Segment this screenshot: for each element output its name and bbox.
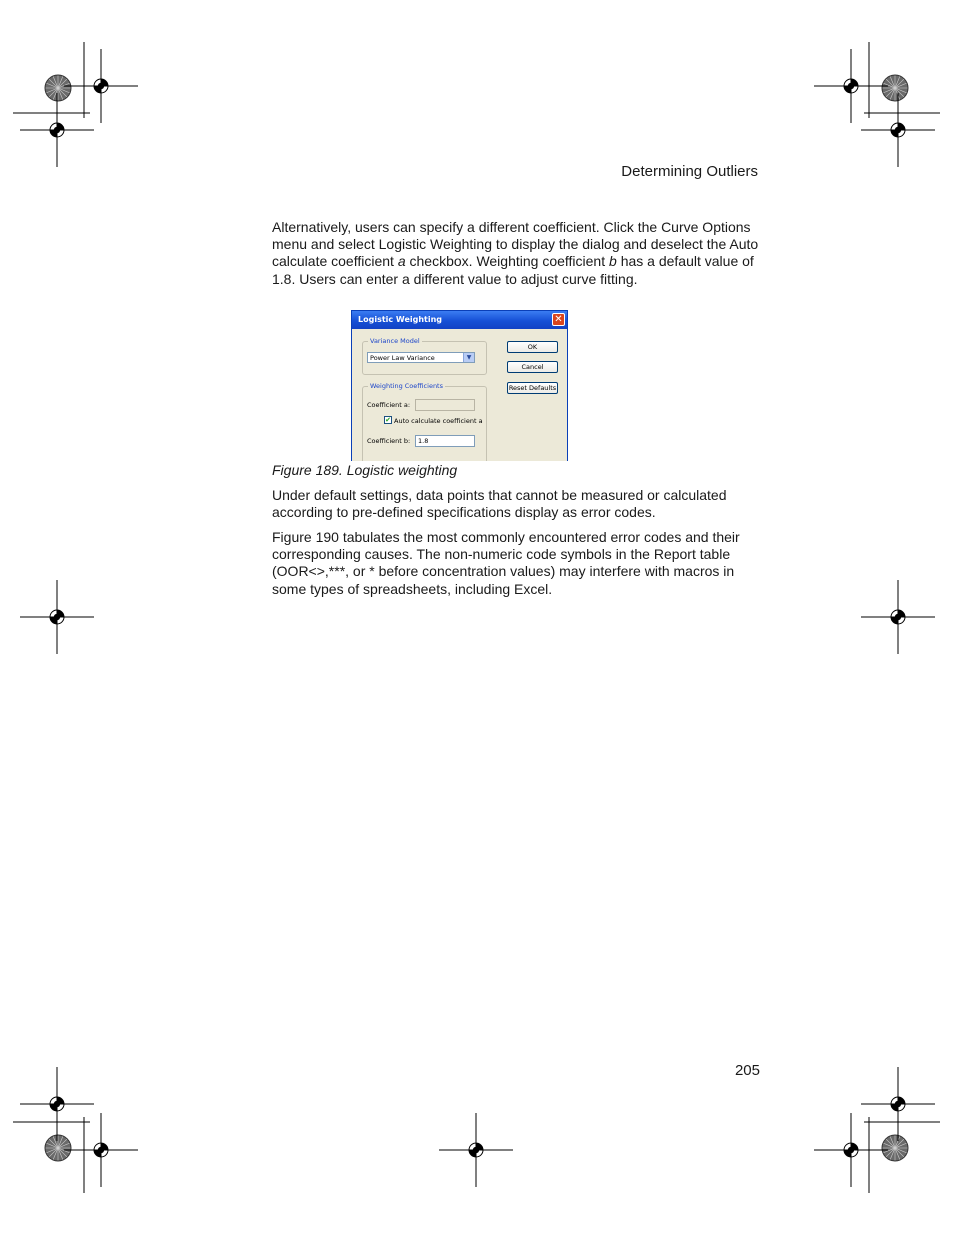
logistic-weighting-dialog bbox=[351, 310, 568, 461]
italic-a: a bbox=[397, 253, 406, 270]
variance-model-group bbox=[362, 337, 487, 375]
paragraph-intro-text-2: checkbox. Weighting coefficient bbox=[405, 253, 610, 270]
chevron-down-icon[interactable]: ▼ bbox=[463, 353, 474, 362]
paragraph-error-codes: Under default settings, data points that cannot be measured or calculated according to pre-defined specifications display as error codes. bbox=[272, 487, 727, 521]
coefficient-b-label: Coefficient b: bbox=[367, 437, 411, 445]
reset-defaults-button[interactable]: Reset Defaults bbox=[508, 384, 557, 392]
figure-caption: Figure 189. Logistic weighting bbox=[272, 462, 458, 478]
coefficient-b-field[interactable] bbox=[415, 435, 475, 447]
italic-b: b bbox=[609, 253, 617, 270]
coefficient-a-field[interactable] bbox=[415, 399, 475, 411]
paragraph-intro bbox=[272, 219, 762, 288]
paragraph-figure-190: Figure 190 tabulates the most commonly encountered error codes and their corresponding causes. The non-numeric code symbols in the Report table (OOR<>,***, or * before concentration values) may interfere with macros in some types of spreadsheets, including Excel. bbox=[272, 529, 740, 597]
dialog-title: Logistic Weighting bbox=[358, 315, 443, 324]
weighting-coefficients-label: Weighting Coefficients bbox=[370, 382, 443, 390]
ok-button[interactable]: OK bbox=[507, 341, 558, 353]
variance-model-value: Power Law Variance bbox=[370, 354, 435, 362]
running-head: Determining Outliers bbox=[621, 163, 758, 180]
auto-calculate-checkbox[interactable]: ✔ bbox=[385, 416, 391, 424]
paragraph-intro-text-3: has a default value of 1.8. Users can enter a different value to adjust curve fitting. bbox=[272, 253, 754, 287]
page-number: 205 bbox=[734, 1062, 760, 1079]
auto-calculate-label: Auto calculate coefficient a bbox=[394, 417, 483, 425]
dialog-titlebar bbox=[352, 311, 567, 329]
weighting-coefficients-group bbox=[362, 382, 487, 461]
variance-model-select[interactable] bbox=[367, 352, 475, 363]
cancel-button[interactable]: Cancel bbox=[507, 361, 558, 373]
paragraph-intro-text-1: Alternatively, users can specify a different coefficient. Click the Curve Options menu and select Logistic Weighting to display the dialog and deselect the Auto calculate coefficient bbox=[272, 219, 759, 270]
coefficient-a-label: Coefficient a: bbox=[367, 401, 411, 409]
variance-model-label: Variance Model bbox=[370, 337, 420, 345]
coefficient-b-value: 1.8 bbox=[418, 437, 429, 445]
close-button[interactable]: ✕ bbox=[552, 313, 565, 326]
